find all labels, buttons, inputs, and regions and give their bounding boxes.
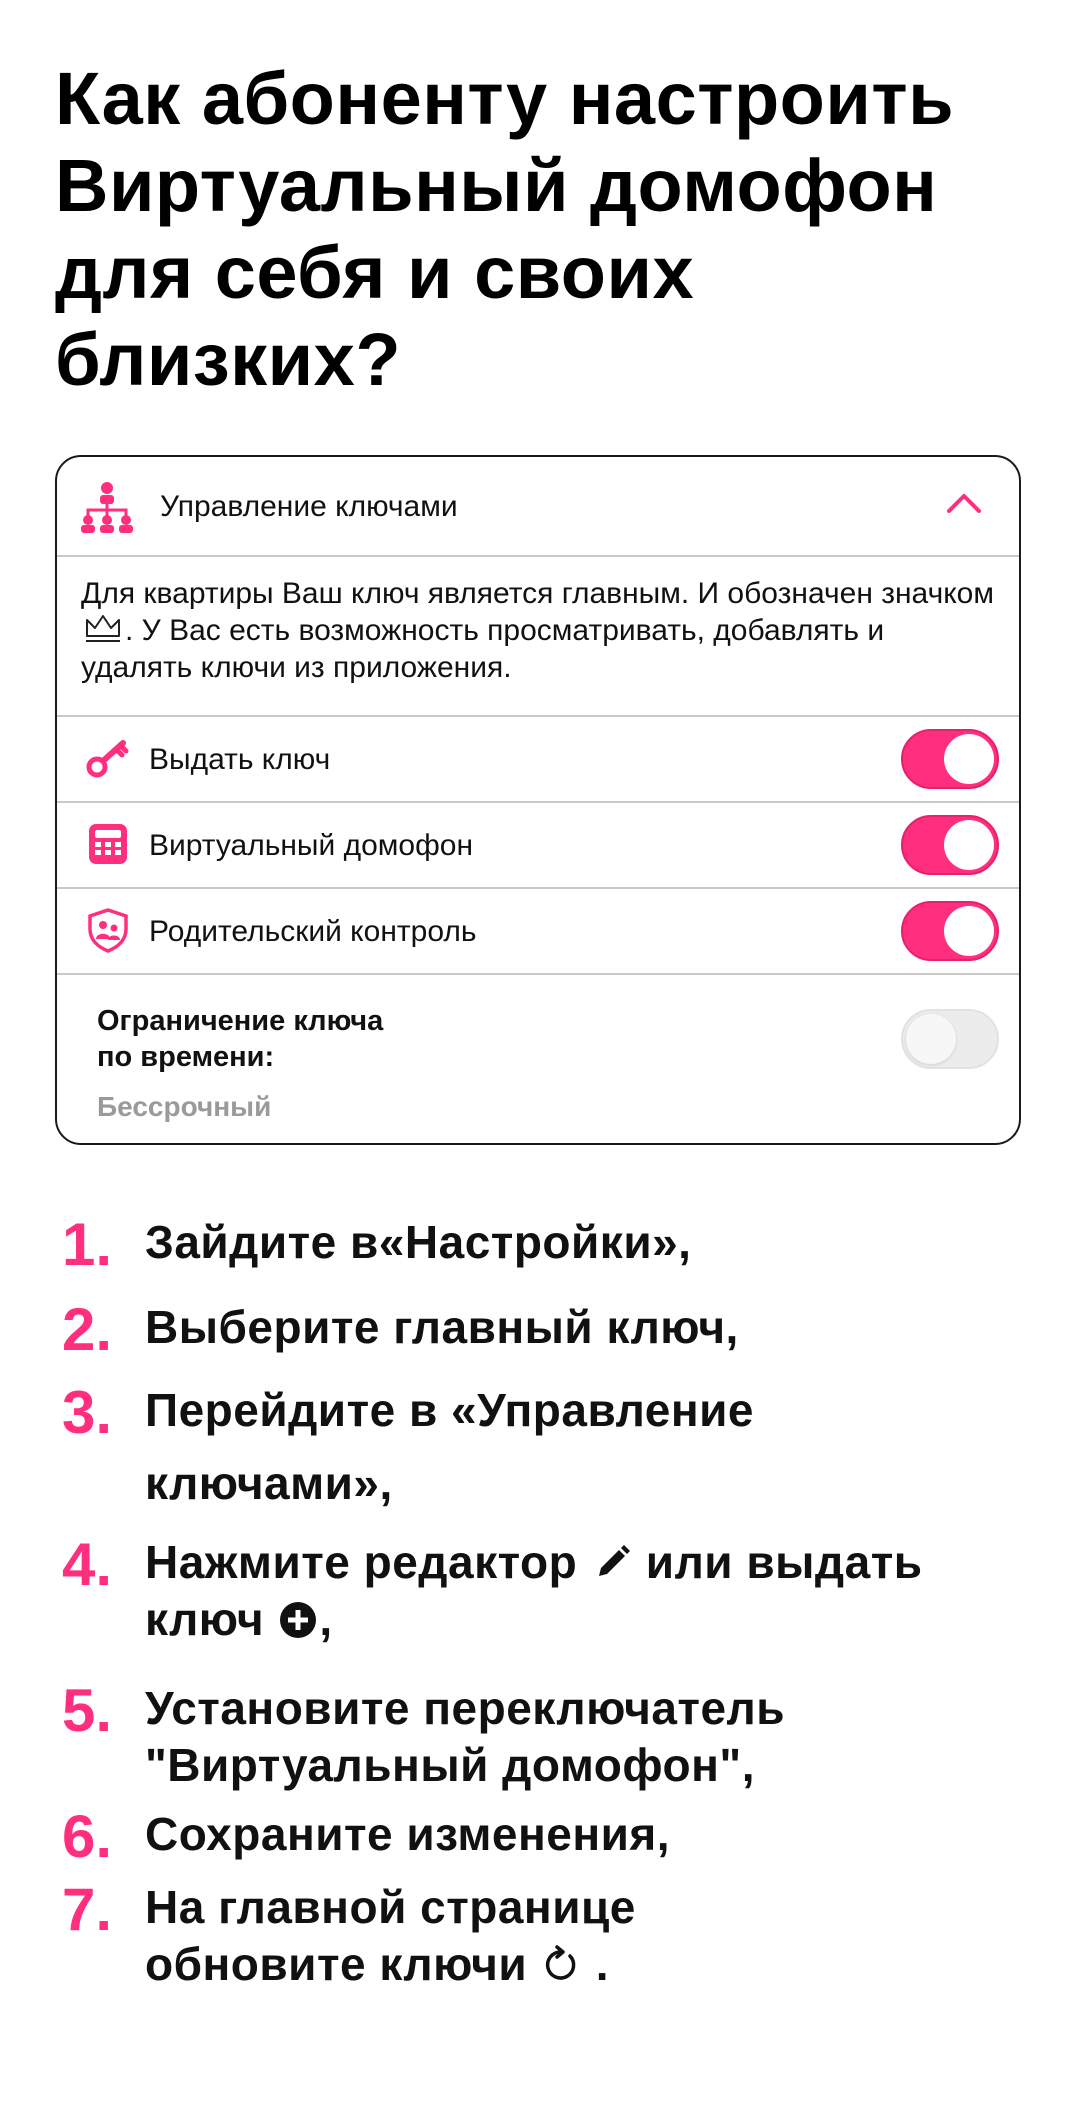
step-text-line-1: На главной странице (145, 1881, 636, 1933)
step-text-part: . (595, 1938, 610, 1990)
issue-key-toggle[interactable] (901, 729, 999, 789)
time-limit-toggle[interactable] (901, 1009, 999, 1069)
parental-control-toggle[interactable] (901, 901, 999, 961)
step-number: 4. (61, 1531, 113, 1598)
step-text-line-1: Установите переключатель (145, 1682, 786, 1734)
key-management-title: Управление ключами (160, 490, 458, 523)
row-label-virtual-intercom: Виртуальный домофон (149, 829, 474, 862)
key-icon (85, 735, 131, 781)
step-text: Сохраните изменения, (145, 1808, 671, 1860)
chevron-up-icon[interactable] (945, 491, 983, 515)
step-number: 6. (61, 1803, 113, 1870)
description-text-1: Для квартиры Ваш ключ является главным. И обозначен значком (81, 577, 994, 610)
step-number: 3. (61, 1379, 113, 1446)
plus-circle-icon (277, 1599, 319, 1641)
crown-icon (83, 612, 123, 644)
step-text-line-2 (145, 1592, 1045, 1646)
intercom-icon (85, 821, 131, 867)
row-label-parental-control: Родительский контроль (149, 915, 477, 948)
time-limit-label: Ограничение ключа по времени: (97, 1005, 384, 1073)
key-management-header[interactable] (57, 457, 1019, 557)
step-text-part: Нажмите редактор (145, 1536, 578, 1588)
step-text-part: ключ (145, 1593, 265, 1645)
step-text: Выберите главный ключ, (145, 1301, 739, 1353)
key-management-description (81, 575, 1001, 686)
row-virtual-intercom (57, 801, 1019, 887)
description-text-2: . У Вас есть возможность просматривать, добавлять и удалять ключи из приложения. (81, 614, 885, 684)
row-label-issue-key: Выдать ключ (149, 743, 331, 776)
step-text-line-2: "Виртуальный домофон", (145, 1739, 755, 1791)
shield-family-icon (85, 907, 131, 953)
step-text-line-2: ключами», (145, 1457, 393, 1509)
step-text-line-1: Перейдите в «Управление (145, 1384, 754, 1436)
step-text-part: обновите ключи (145, 1938, 528, 1990)
step-text-line-2 (145, 1937, 1045, 1991)
row-issue-key (57, 715, 1019, 801)
refresh-icon (540, 1944, 582, 1986)
step-text: Зайдите в«Настройки», (145, 1216, 692, 1268)
virtual-intercom-toggle[interactable] (901, 815, 999, 875)
step-number: 1. (61, 1211, 113, 1278)
step-text-line-1 (145, 1535, 1045, 1589)
step-number: 7. (61, 1876, 113, 1943)
step-number: 5. (61, 1677, 113, 1744)
step-number: 2. (61, 1296, 113, 1363)
step-text-part: , (319, 1593, 333, 1645)
page-title: Как абоненту настроить Виртуальный домофон для себя и своих близких? (55, 57, 955, 401)
pencil-icon (591, 1542, 633, 1584)
row-parental-control (57, 887, 1019, 973)
time-limit-value: Бессрочный (97, 1091, 272, 1122)
org-chart-icon (79, 481, 135, 533)
step-text-part: или выдать (645, 1536, 923, 1588)
key-management-card (55, 455, 1021, 1145)
